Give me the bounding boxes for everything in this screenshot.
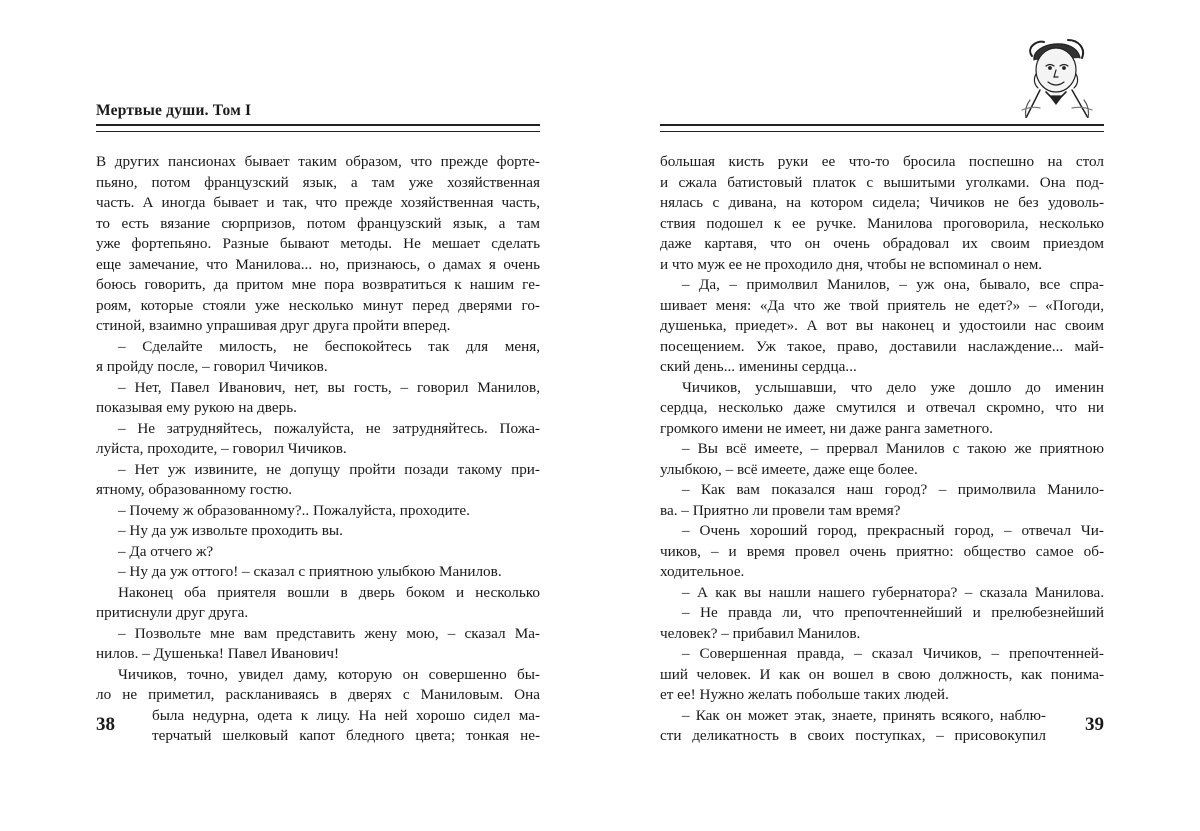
text-line: нялась с дивана, на котором сидела; Чичиков не без удоволь-: [660, 194, 1104, 211]
text-line: – Как вам показался наш город? – примолвила Манило-: [682, 481, 1104, 498]
text-line: луйста, проходите, – говорил Чичиков.: [96, 440, 347, 457]
text-line: большая кисть руки ее что-то бросила поспешно на стол: [660, 153, 1104, 170]
text-line: сердца, несколько даже смутился и отвечал скромно, что ни: [660, 399, 1104, 416]
text-line: посещением. Уж такое, право, доставили наслаждение... май-: [660, 337, 1104, 355]
text-line: пьяно, потом французский язык, а там уже хозяйственная: [96, 173, 540, 191]
text-line: – А как вы нашли нашего губернатора? – сказала Манилова.: [682, 583, 1104, 601]
text-line: уже фортепьяно. Разные бывают методы. Не мешает сделать: [96, 235, 540, 252]
text-line: – Да, – примолвил Манилов, – уж она, бывало, все спра-: [682, 276, 1104, 293]
text-line: ва. – Приятно ли провели там время?: [660, 501, 901, 519]
text-line: ский день... именины сердца...: [660, 358, 857, 375]
text-line: стиной, взаимно упрашивая друг друга пройти вперед.: [96, 317, 451, 334]
text-line: притиснули друг друга.: [96, 604, 249, 621]
text-line: – Нет уж извините, не допущу пройти позади такому при-: [118, 460, 540, 478]
page-39-text-column: [660, 152, 1104, 747]
text-line: терчатый шелковый капот бледного цвета; тонкая не-: [152, 727, 540, 744]
running-header-title: Мертвые души. Том I: [96, 102, 252, 119]
text-line: ло не приметил, раскланиваясь в дверях с Маниловым. Она: [96, 686, 540, 703]
text-line: – Вы всё имеете, – прервал Манилов с такою же приятною: [682, 440, 1104, 457]
text-line: – Не правда ли, что препочтеннейший и прелюбезнейший: [682, 604, 1104, 621]
text-line: – Сделайте милость, не беспокойтесь так для меня,: [118, 337, 540, 355]
text-line: часть. А иногда бывает и так, что прежде хозяйственная часть,: [96, 194, 540, 211]
text-line: нилов. – Душенька! Павел Иванович!: [96, 645, 340, 662]
page-number-right: 39: [1085, 714, 1104, 735]
text-line: то есть вязание сюрпризов, потом французский язык, а там: [96, 214, 540, 232]
portrait-sketch-icon: [1006, 30, 1106, 118]
text-line: еще замечание, что Манилова... но, признаюсь, о дамах я очень: [96, 255, 540, 273]
text-line: Чичиков, услышавши, что дело уже дошло до именин: [682, 378, 1104, 396]
text-line: – Очень хороший город, прекрасный город, – отвечал Чи-: [682, 522, 1104, 539]
page-38-text-column: [96, 152, 540, 747]
text-line: ет ее! Нужно желать побольше таких людей.: [660, 686, 949, 703]
text-line: Наконец оба приятеля вошли в дверь боком и несколько: [118, 583, 540, 601]
text-line: даже картавя, что он очень обрадовал их своим приездом: [660, 235, 1104, 252]
text-line: – Нет, Павел Иванович, нет, вы гость, – говорил Манилов,: [118, 378, 540, 396]
text-line: человек? – прибавил Манилов.: [660, 624, 861, 642]
text-line: была недурна, одета к лицу. На ней хорошо сидел ма-: [152, 706, 540, 724]
page-number-left: 38: [96, 714, 115, 735]
text-line: Чичиков, точно, увидел даму, которую он совершенно бы-: [118, 665, 540, 683]
text-line: – Позвольте мне вам представить жену мою, – сказал Ма-: [118, 624, 540, 642]
text-line: – Как он может этак, знаете, принять всякого, наблю-: [682, 706, 1046, 724]
text-line: – Не затрудняйтесь, пожалуйста, не затрудняйтесь. Пожа-: [118, 419, 540, 437]
text-line: роям, которые стояли уже несколько минут перед дверями го-: [96, 296, 540, 314]
text-line: – Ну да уж извольте проходить вы.: [118, 522, 343, 539]
header-rule-left: [96, 124, 540, 132]
text-line: ходительное.: [660, 563, 745, 580]
text-line: сти деликатность в своих поступках, – присовокупил: [660, 727, 1046, 744]
text-line: – Ну да уж оттого! – сказал с приятною улыбкою Манилов.: [118, 563, 502, 580]
text-line: и сжала батистовый платок с вышитыми уголками. Она под-: [660, 173, 1104, 191]
text-line: – Совершенная правда, – сказал Чичиков, – препочтенней-: [682, 645, 1104, 662]
text-line: – Почему ж образованному?.. Пожалуйста, проходите.: [118, 501, 470, 519]
text-line: и что муж ее не проходило дня, чтобы не вспоминал о нем.: [660, 255, 1043, 273]
text-line: чиков, – и время провел очень приятно: общество самое об-: [660, 542, 1104, 560]
text-line: я пройду после, – говорил Чичиков.: [96, 358, 328, 375]
text-line: В других пансионах бывает таким образом, что прежде форте-: [96, 153, 540, 170]
text-line: – Да отчего ж?: [118, 542, 214, 560]
text-line: показывая ему рукою на дверь.: [96, 399, 297, 416]
text-line: боюсь говорить, да притом мне пора возвратиться к нашим ге-: [96, 276, 540, 293]
text-line: шивает меня: «Да что же твой приятель не едет?» – «Погоди,: [660, 296, 1104, 314]
text-line: улыбкою, – всё имеете, даже еще более.: [660, 460, 918, 478]
header-rule-right: [660, 124, 1104, 132]
text-line: ятному, образованному гостю.: [96, 481, 293, 498]
text-line: ший человек. И как он вошел в свою должность, как понима-: [660, 665, 1104, 683]
text-line: душенька, приедет». А вот вы наконец и удостоили нас своим: [660, 317, 1104, 334]
text-line: громкого имени не имеет, ни даже ранга заметного.: [660, 419, 993, 437]
text-line: ствия подошел к ее ручке. Манилова проговорила, несколько: [660, 214, 1104, 232]
